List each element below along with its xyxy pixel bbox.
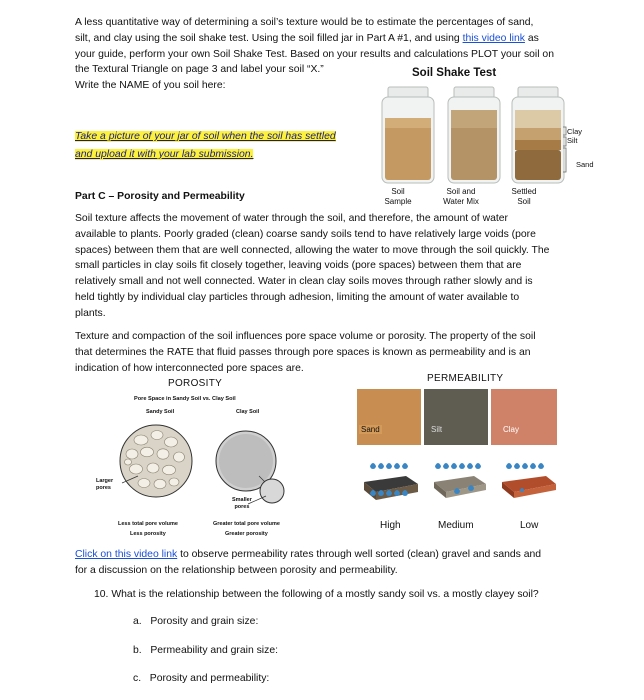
porosity-paragraph-1: Soil texture affects the movement of water through the soil, and therefore, the amount of water available to plants. Poorly graded (clean) coarse sandy soils tend to have relatively large voids (pore spaces) between them that are well connected, allowing the water to move through the soil quickly. The small particles in clay soils fit closely together, leaving voids (pore spaces) between them that are relatively small and not well connected. Water in clean clay soils moves through rather slowly and is held tightly by individual clay particles through adhesion, limiting the amount of water available to plants. (75, 213, 550, 319)
jar3-caption: Settled Soil (511, 187, 537, 206)
porosity-diagram (108, 416, 308, 526)
jar-soil-sample (382, 87, 434, 183)
clay-soil-label: Clay Soil (236, 409, 260, 415)
jar1-caption: Soil Sample (384, 187, 412, 206)
silt-label: Silt (431, 425, 443, 434)
layer-silt-label: Silt (567, 136, 578, 145)
smaller-pores-label: Smaller pores (232, 497, 252, 510)
shake-test-title: Soil Shake Test (412, 67, 497, 79)
jar-settled-soil (512, 87, 564, 183)
jar2-caption: Soil and Water Mix (443, 187, 479, 206)
intro-line-3: your guide, perform your own Soil Shake Test. Based on your results and calculations PLOT your soil on (75, 48, 554, 60)
intro-line-2: silt, and clay using the soil shake test. Using the soil filled jar in Part A #1, and using this video link as (75, 32, 539, 44)
permeability-high: High (380, 520, 401, 531)
greater-total-pore-volume: Greater total pore volume (213, 521, 280, 527)
sandy-soil-circle (120, 425, 192, 497)
layer-clay-label: Clay (567, 127, 583, 136)
video-link[interactable]: this video link (462, 32, 525, 44)
part-c-heading: Part C – Porosity and Permeability (75, 191, 245, 202)
question-10b: b. Permeability and grain size: (133, 645, 278, 656)
soil-shake-jars-illustration (368, 84, 572, 192)
question-10: 10. What is the relationship between the following of a mostly sandy soil vs. a mostly clayey soil? (94, 589, 539, 600)
intro-line-4: the Textural Triangle on page 3 and label your soil “X.” (75, 64, 324, 76)
permeability-diagram (356, 388, 560, 506)
permeability-video-link[interactable]: Click on this video link (75, 549, 178, 560)
clay-label: Clay (503, 425, 520, 434)
picture-instruction-line-2: and upload it with your lab submission. (75, 149, 254, 160)
intro-line-1: A less quantitative way of determining a soil’s texture would be to estimate the percentages of sand, (75, 17, 534, 28)
layer-sand-label: Sand (576, 160, 594, 169)
intro-paragraph (75, 15, 575, 94)
clay-soil-circle (216, 431, 284, 504)
permeability-title: PERMEABILITY (427, 373, 504, 384)
greater-porosity: Greater porosity (225, 531, 268, 537)
picture-instruction-line-1: Take a picture of your jar of soil when the soil has settled (75, 131, 336, 142)
water-drops-top (370, 463, 544, 469)
layer-brackets (562, 126, 576, 176)
video-link-paragraph: Click on this video link to observe permeability rates through well sorted (clean) gravel and sands and for a discussion on the relationship between porosity and permeability. (75, 549, 542, 576)
picture-instruction (75, 126, 336, 162)
porosity-paragraph-2: Texture and compaction of the soil influences pore space volume or porosity. The property of the soil that determines the RATE that fluid passes through pore spaces is known as permeability and is an indication of how interconnected pore spaces are. (75, 331, 536, 374)
larger-pores-label: Larger pores (96, 478, 114, 491)
less-total-pore-volume: Less total pore volume (118, 521, 178, 527)
less-porosity: Less porosity (130, 531, 166, 537)
permeability-medium: Medium (438, 520, 474, 531)
question-10c: c. Porosity and permeability: (133, 673, 270, 684)
porosity-title: POROSITY (168, 378, 223, 389)
permeability-low: Low (520, 520, 539, 531)
intro-line-5: Write the NAME of you soil here: (75, 80, 226, 92)
sand-label: Sand (361, 425, 380, 434)
porosity-subtitle: Pore Space in Sandy Soil vs. Clay Soil (134, 396, 236, 402)
gravel-blocks (364, 476, 556, 500)
sandy-soil-label: Sandy Soil (146, 409, 175, 415)
question-10a: a. Porosity and grain size: (133, 616, 259, 627)
jar-soil-water-mix (448, 87, 500, 183)
